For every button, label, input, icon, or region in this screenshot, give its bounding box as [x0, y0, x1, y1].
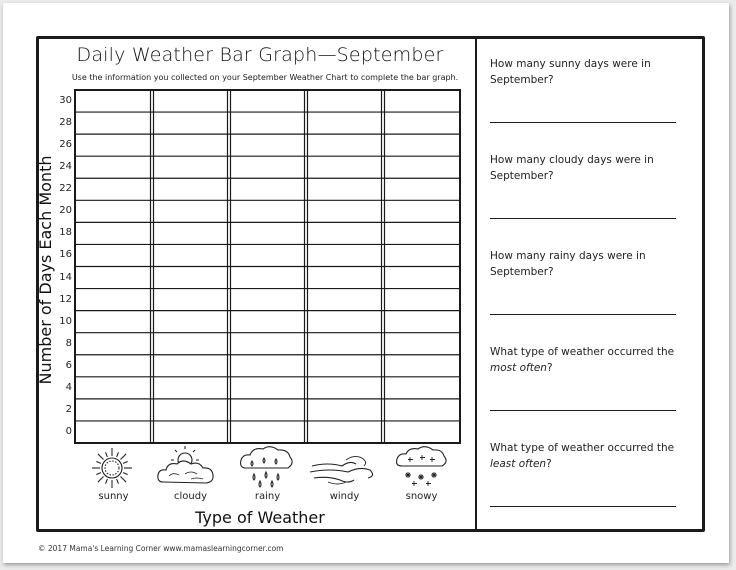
- y-tick-label: 8: [65, 337, 72, 349]
- category-label-sunny: sunny: [98, 491, 129, 502]
- y-tick-label: 30: [59, 95, 72, 107]
- category-label-windy: windy: [329, 491, 360, 502]
- answer-line[interactable]: [490, 218, 676, 219]
- question-2: How many cloudy days were in September?: [490, 154, 654, 182]
- y-tick-label: 16: [59, 249, 72, 261]
- question-1: How many sunny days were in September?: [490, 58, 651, 86]
- y-tick-label: 6: [65, 359, 72, 371]
- y-tick-label: 28: [59, 117, 72, 129]
- sun-icon: [88, 446, 136, 490]
- answer-line[interactable]: [490, 314, 676, 315]
- answer-line[interactable]: [490, 122, 676, 123]
- instructions-text: Use the information you collected on your September Weather Chart to complete the bar graph.: [71, 73, 459, 82]
- wind-icon: [308, 452, 378, 488]
- y-tick-label: 12: [59, 293, 72, 305]
- category-label-snowy: snowy: [405, 491, 438, 502]
- y-tick-label: 2: [65, 403, 72, 415]
- question-5: What type of weather occurred the least often?: [490, 442, 675, 470]
- worksheet-title: Daily Weather Bar Graph—September: [76, 44, 444, 66]
- category-label-rainy: rainy: [254, 491, 281, 502]
- question-3: How many rainy days were in September?: [490, 250, 646, 278]
- answer-line[interactable]: [490, 410, 676, 411]
- x-axis-label: Type of Weather: [195, 508, 325, 527]
- y-tick-label: 18: [59, 227, 72, 239]
- y-tick-label: 4: [65, 381, 72, 393]
- category-label-cloudy: cloudy: [174, 491, 207, 502]
- y-tick-label: 22: [59, 183, 72, 195]
- y-axis-label: Number of Days Each Month: [36, 155, 55, 385]
- snow-cloud-icon: [394, 444, 450, 490]
- answer-line[interactable]: [490, 506, 676, 507]
- copyright-footer: © 2017 Mama's Learning Corner www.mamaslearningcorner.com: [38, 544, 284, 553]
- y-tick-label: 24: [59, 161, 72, 173]
- rain-cloud-icon: [238, 444, 296, 490]
- question-emphasis: least often: [490, 458, 547, 470]
- cloud-sun-icon: [155, 446, 225, 490]
- question-emphasis: most often: [490, 362, 547, 374]
- question-4: What type of weather occurred the most often?: [490, 346, 675, 374]
- y-tick-label: 10: [59, 315, 72, 327]
- y-tick-label: 26: [59, 139, 72, 151]
- y-tick-label: 14: [59, 271, 72, 283]
- y-tick-label: 20: [59, 205, 72, 217]
- y-tick-label: 0: [65, 425, 72, 437]
